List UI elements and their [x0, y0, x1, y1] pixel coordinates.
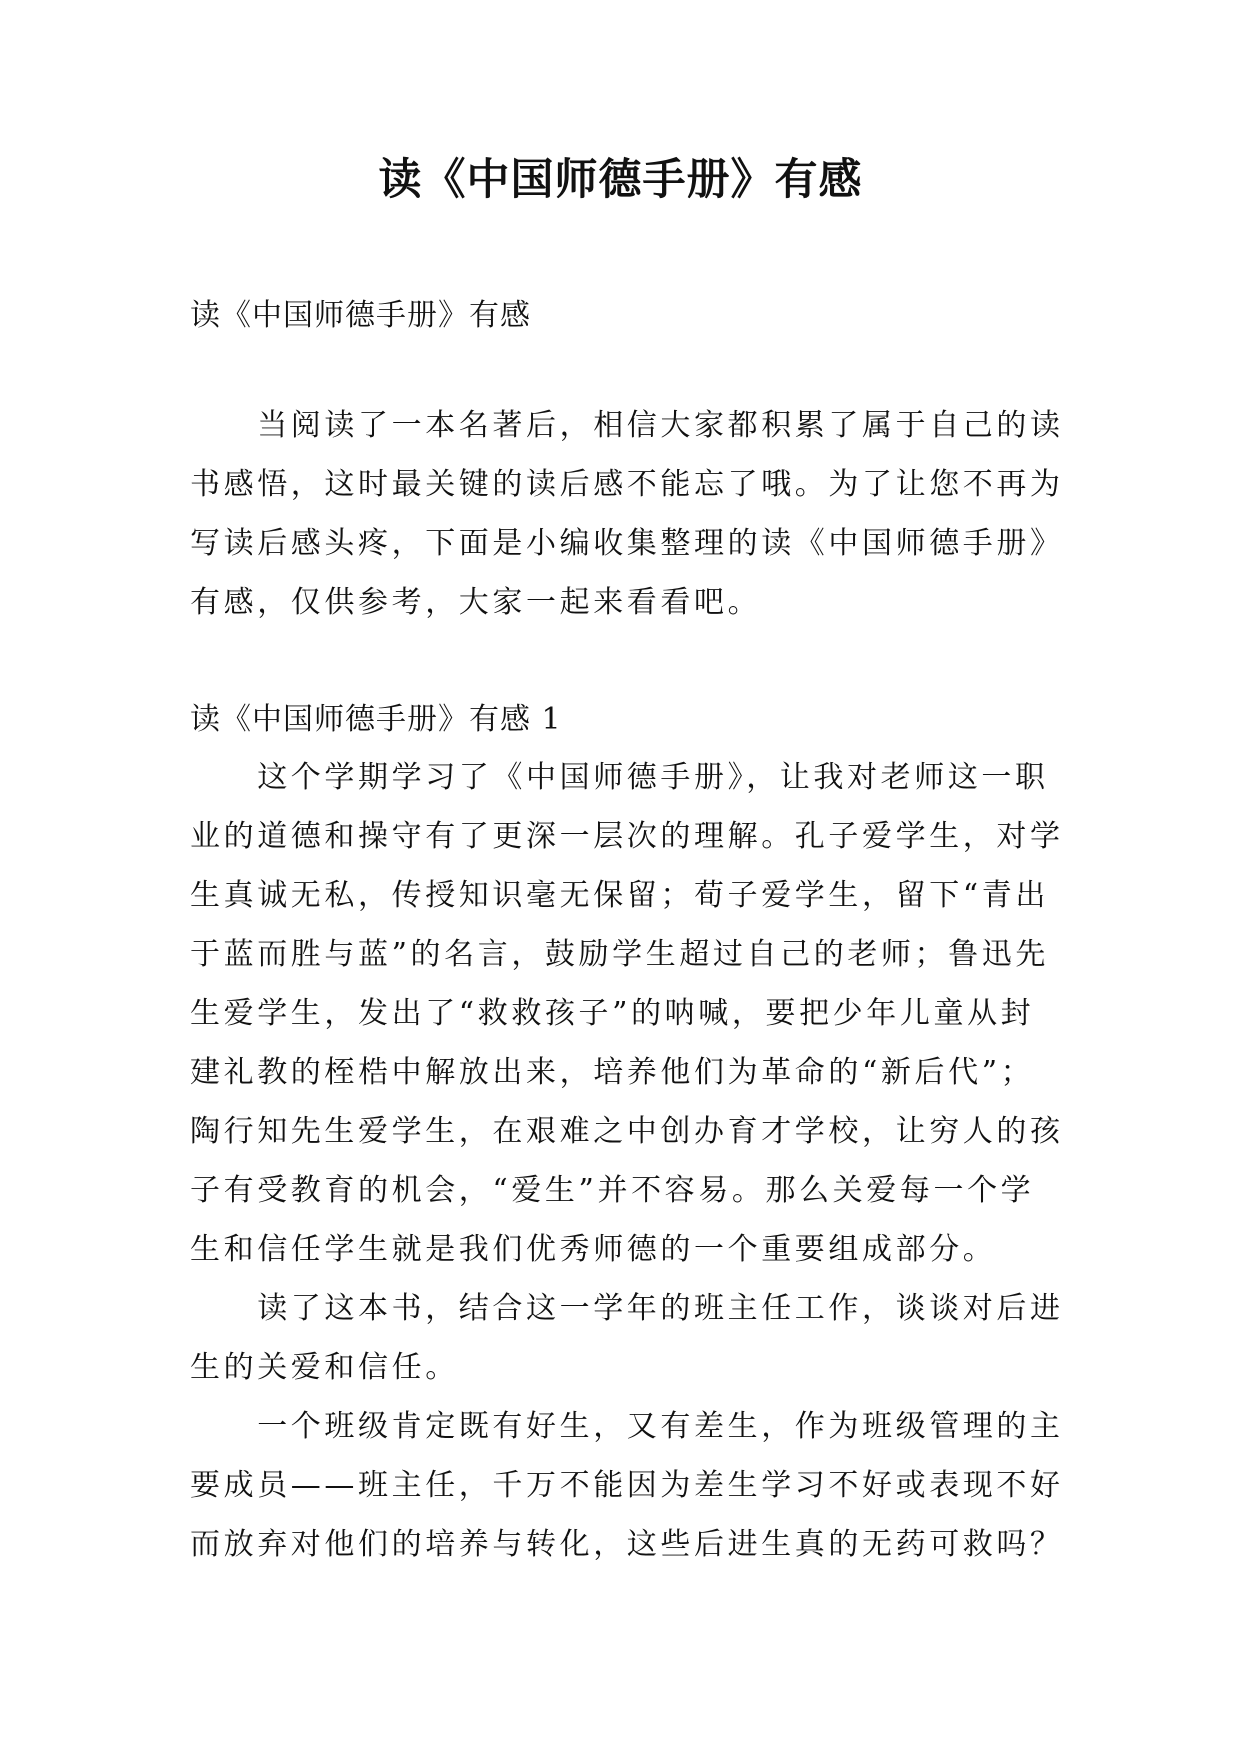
body-line: 陶行知先生爱学生，在艰难之中创办育才学校，让穷人的孩 — [190, 1114, 1064, 1149]
body-line: 生的关爱和信任。 — [190, 1350, 459, 1385]
body-line: 建礼教的桎梏中解放出来，培养他们为革命的“新后代”； — [190, 1055, 1035, 1090]
body-line: 要成员——班主任，千万不能因为差生学习不好或表现不好 — [190, 1468, 1064, 1503]
body-line: 一个班级肯定既有好生，又有差生，作为班级管理的主 — [190, 1409, 1064, 1444]
body-line: 生和信任学生就是我们优秀师德的一个重要组成部分。 — [190, 1232, 997, 1267]
document-subtitle: 读《中国师德手册》有感 — [190, 298, 531, 333]
body-line: 这个学期学习了《中国师德手册》，让我对老师这一职 — [190, 760, 1049, 795]
intro-line: 有感，仅供参考，大家一起来看看吧。 — [190, 585, 762, 620]
intro-line: 书感悟，这时最关键的读后感不能忘了哦。为了让您不再为 — [190, 467, 1064, 502]
section-heading: 读《中国师德手册》有感 1 — [190, 702, 562, 737]
body-line: 读了这本书，结合这一学年的班主任工作，谈谈对后进 — [190, 1291, 1064, 1326]
intro-line: 当阅读了一本名著后，相信大家都积累了属于自己的读 — [190, 408, 1064, 443]
body-line: 于蓝而胜与蓝”的名言，鼓励学生超过自己的老师；鲁迅先 — [190, 937, 1049, 972]
intro-line: 写读后感头疼，下面是小编收集整理的读《中国师德手册》 — [190, 526, 1064, 561]
body-line: 生真诚无私，传授知识毫无保留；荀子爱学生，留下“青出 — [190, 878, 1049, 913]
body-line: 业的道德和操守有了更深一层次的理解。孔子爱学生，对学 — [190, 819, 1064, 854]
body-line: 生爱学生，发出了“救救孩子”的呐喊，要把少年儿童从封 — [190, 996, 1035, 1031]
body-line: 子有受教育的机会，“爱生”并不容易。那么关爱每一个学 — [190, 1173, 1035, 1208]
document-title: 读《中国师德手册》有感 — [378, 155, 863, 205]
body-line: 而放弃对他们的培养与转化，这些后进生真的无药可救吗？ — [190, 1527, 1064, 1562]
